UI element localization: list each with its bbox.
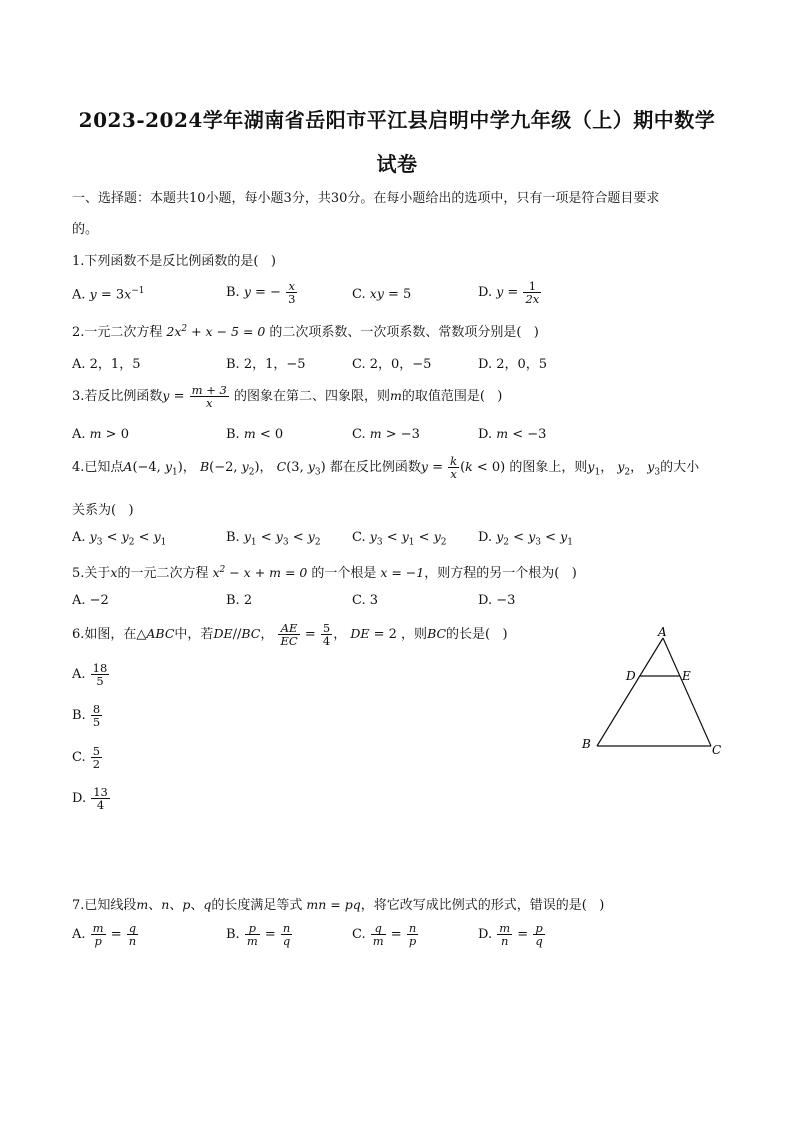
q2-option-b: B. 2，1，−5 [226,357,306,372]
q6-option-a: A. $\frac{18}{5}$ [72,661,108,689]
question-4-stem-line2: 关系为( ) [72,503,134,518]
question-2-stem: 2.一元二次方程 $2x^2 + x - 5 = 0$ 的二次项系数、一次项系数、常数项分别是( ) [72,323,539,340]
q1-option-c: C. xy = 5 [352,286,412,302]
q7-option-d: D. $\frac{m}{n}$ = $\frac{p}{q}$ [478,921,543,949]
q1-option-a: A. $y = 3x^{-1}$ [72,286,145,303]
q4-option-d: D. $y_2 < y_3 < y_1$ [478,529,573,548]
exam-title-line2: 试卷 [376,152,418,176]
q5-option-c: C. 3 [352,593,379,608]
question-4-stem-line1: 4.已知点A(−4, $y_1$)， B(−2, $y_2$)， C(3, $y_3$) 都在反比例函数y = $\frac{k}{x}$ (k < 0) 的图象上，则$y_1$， $y_2$， $y_3$的大小 [72,454,700,482]
q6-option-c: C. $\frac{5}{2}$ [72,744,101,772]
question-7-stem: 7.已知线段m、n、p、q的长度满足等式 mn = pq，将它改写成比例式的形式，错误的是( ) [72,897,605,913]
q1-option-b: B. y = − $\frac{x}{3}$ [226,279,296,307]
q2-option-c: C. 2，0，−5 [352,357,432,372]
label-b: B [582,737,591,751]
q1-option-d: D. y = $\frac{1}{2x}$ [478,279,540,307]
question-5-stem: 5.关于x的一元二次方程 $x^2 - x + m = 0$ 的一个根是 x = −1，则方程的另一个根为( ) [72,564,577,581]
label-e: E [682,669,691,683]
q3-option-c: C. m > −3 [352,426,420,442]
q6-option-d: D. $\frac{13}{4}$ [72,785,108,813]
label-c: C [712,743,722,757]
q3-option-a: A. m > 0 [72,426,129,442]
side-ab [597,638,663,746]
q2-option-d: D. 2，0，5 [478,357,548,372]
section-instructions-line2: 的。 [72,222,99,237]
q3-option-d: D. m < −3 [478,426,547,442]
q5-option-a: A. −2 [72,593,109,608]
side-ac [663,638,711,746]
q4-option-b: B. $y_1 < y_3 < y_2$ [226,529,321,548]
question-3-stem: 3.若反比例函数y = $\frac{m + 3}{x}$ 的图象在第二、四象限，则m的取值范围是( ) [72,383,503,411]
q3-option-b: B. m < 0 [226,426,284,442]
q5-option-d: D. −3 [478,593,516,608]
q7-option-b: B. $\frac{p}{m}$ = $\frac{n}{q}$ [226,921,291,949]
q2-option-a: A. 2，1，5 [72,357,141,372]
q7-option-a: A. $\frac{m}{p}$ = $\frac{q}{n}$ [72,921,137,949]
section-instructions-line1: 一、选择题：本题共10小题，每小题3分，共30分。在每小题给出的选项中，只有一项是符合题目要求 [72,191,660,206]
label-a: A [658,625,667,639]
question-1-stem: 1.下列函数不是反比例函数的是( ) [72,254,276,269]
q5-option-b: B. 2 [226,593,253,608]
question-6-stem: 6.如图，在△ABC中，若DE//BC， $\frac{AE}{EC}$ = $\frac{5}{4}$ ， DE = 2 ，则BC的长是( ) [72,621,508,649]
q6-option-b: B. $\frac{8}{5}$ [72,702,101,730]
q4-option-c: C. $y_3 < y_1 < y_2$ [352,529,447,548]
triangle-figure [576,622,736,762]
exam-title-line1: 2023-2024学年湖南省岳阳市平江县启明中学九年级（上）期中数学 [78,108,716,132]
q7-option-c: C. $\frac{q}{m}$ = $\frac{n}{p}$ [352,921,417,949]
q4-option-a: A. $y_3 < y_2 < y_1$ [72,529,167,548]
label-d: D [626,669,636,683]
